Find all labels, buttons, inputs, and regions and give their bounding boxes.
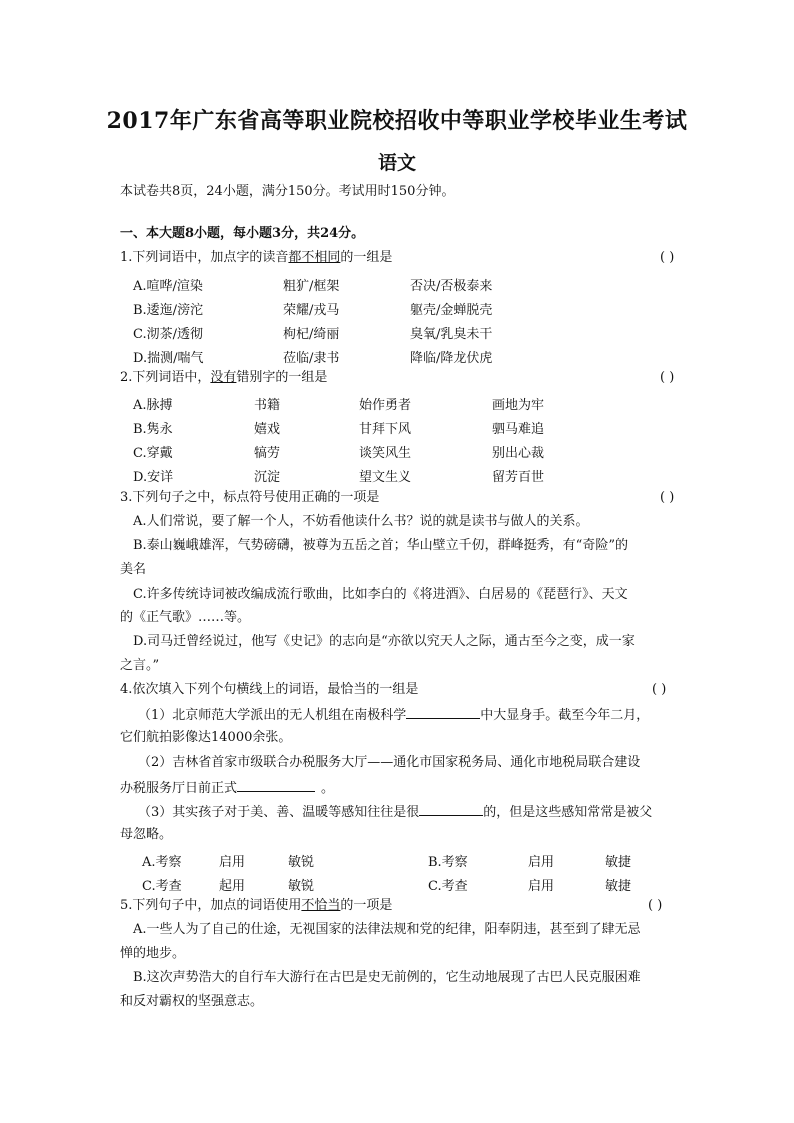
q1-option-d3: 降临/降龙伏虎 — [410, 351, 493, 366]
q5-stem-part: 的一项是 — [340, 898, 393, 913]
q3-option-b-line1: B.泰山巍峨雄浑，气势磅礴，被尊为五岳之首；华山壁立千仞，群峰挺秀，有“奇险”的 — [133, 538, 628, 553]
q4-s2-text: 办税服务厅日前正式 — [120, 781, 238, 796]
q3-option-d-line1: D.司马迁曾经说过，他写《史记》的志向是“亦欲以究天人之际，通古至今之变，成一家 — [133, 634, 635, 649]
answer-paren: ( ) — [660, 370, 675, 385]
q4-sentence-2-cont — [120, 779, 334, 797]
q1-option-a1: A.喧哗/渲染 — [133, 279, 203, 294]
q4-opt-d2: 启用 — [528, 879, 555, 894]
question-3-stem: 3.下列句子之中，标点符号使用正确的一项是 — [120, 490, 380, 505]
q1-option-c2: 枸杞/绮丽 — [283, 327, 340, 342]
q2-stem-part: 2.下列词语中， — [120, 370, 211, 385]
q4-sentence-1-cont: 它们航拍影像达14000余张。 — [120, 730, 292, 745]
q4-opt-d1: C.考查 — [428, 879, 468, 894]
answer-paren: ( ) — [660, 490, 675, 505]
q2-option-a1: A.脉搏 — [133, 398, 173, 413]
q2-option-b1: B.隽永 — [133, 422, 173, 437]
q2-option-b3: 甘拜下风 — [359, 422, 412, 437]
q4-sentence-3 — [138, 803, 652, 821]
question-2-stem — [120, 370, 327, 386]
q1-option-a3: 否决/否极泰来 — [410, 279, 493, 294]
question-5-stem — [120, 898, 392, 914]
q4-opt-b1: B.考察 — [428, 855, 468, 870]
q1-option-c1: C.沏茶/透彻 — [133, 327, 203, 342]
q4-opt-b2: 启用 — [528, 855, 555, 870]
answer-paren: ( ) — [660, 250, 675, 265]
q5-option-a-line2: 惮的地步。 — [120, 946, 186, 961]
q5-option-b-line1: B.这次声势浩大的自行车大游行在古巴是史无前例的，它生动地展现了古巴人民克服困难 — [133, 970, 641, 985]
question-4-stem: 4.依次填入下列个句横线上的词语，最恰当的一组是 — [120, 682, 419, 697]
q4-opt-c2: 起用 — [219, 879, 246, 894]
q2-option-b4: 驷马难追 — [492, 422, 545, 437]
q2-option-c3: 谈笑风生 — [359, 446, 412, 461]
q3-option-c-line1: C.许多传统诗词被改编成流行歌曲，比如李白的《将进酒》、白居易的《琵琶行》、天文 — [133, 587, 628, 602]
q2-option-d2: 沉淀 — [254, 470, 281, 485]
answer-paren: ( ) — [652, 682, 667, 697]
q1-stem-part: 1.下列词语中，加点字的读音 — [120, 250, 289, 265]
q1-option-a2: 粗犷/框架 — [283, 279, 340, 294]
q3-option-c-line2: 的《正气歌》……等。 — [120, 610, 251, 625]
q3-option-a: A.人们常说，要了解一个人，不妨看他读什么书？说的就是读书与做人的关系。 — [133, 514, 589, 529]
q4-s1-text: 中大显身手。截至今年二月， — [480, 708, 650, 723]
q4-s1-text: （1）北京师范大学派出的无人机组在南极科学 — [138, 708, 407, 723]
q1-option-d1: D.揣测/喘气 — [133, 351, 204, 366]
q4-opt-b3: 敏捷 — [605, 855, 632, 870]
q5-option-b-line2: 和反对霸权的坚强意志。 — [120, 994, 264, 1009]
fill-blank — [419, 803, 483, 816]
q3-option-d-line2: 之言。” — [120, 658, 160, 673]
q2-option-c2: 犒劳 — [254, 446, 281, 461]
q1-option-b3: 躯壳/金蝉脱壳 — [410, 303, 493, 318]
q2-option-d4: 留芳百世 — [492, 470, 545, 485]
page-title: 2017年广东省高等职业院校招收中等职业学校毕业生考试 — [106, 108, 688, 134]
q4-opt-a1: A.考察 — [142, 855, 182, 870]
q4-s3-text: 的，但是这些感知常常是被父 — [483, 805, 653, 820]
subject-title: 语文 — [377, 152, 416, 174]
answer-paren: ( ) — [648, 898, 663, 913]
q5-stem-underlined: 不恰当 — [301, 898, 341, 913]
fill-blank — [237, 779, 315, 792]
q2-option-a3: 始作勇者 — [359, 398, 412, 413]
fill-blank — [406, 706, 480, 719]
q1-option-c3: 臭氧/乳臭未干 — [410, 327, 493, 342]
q2-option-b2: 嬉戏 — [254, 422, 281, 437]
q4-s3-text: （3）其实孩子对于美、善、温暖等感知往往是很 — [138, 805, 420, 820]
q5-option-a-line1: A.一些人为了自己的仕途，无视国家的法律法规和党的纪律，阳奉阴违，甚至到了肆无忌 — [133, 922, 641, 937]
q5-stem-part: 5.下列句子中，加点的词语使用 — [120, 898, 302, 913]
q2-stem-underlined: 没有 — [210, 370, 237, 385]
q2-option-c1: C.穿戴 — [133, 446, 173, 461]
q2-stem-part: 错别字的一组是 — [236, 370, 328, 385]
q1-option-d2: 莅临/隶书 — [283, 351, 340, 366]
q1-option-b1: B.逶迤/滂沱 — [133, 303, 204, 318]
q2-option-c4: 别出心裁 — [492, 446, 545, 461]
section-heading: 一、本大题8小题，每小题3分，共24分。 — [120, 226, 365, 241]
q4-opt-c1: C.考查 — [142, 879, 182, 894]
exam-intro: 本试卷共8页，24小题，满分150分。考试用时150分钟。 — [120, 184, 455, 199]
q4-sentence-1 — [138, 706, 649, 724]
q4-sentence-2: （2）吉林省首家市级联合办税服务大厅——通化市国家税务局、通化市地税局联合建设 — [138, 755, 641, 770]
q1-stem-part: 的一组是 — [340, 250, 393, 265]
q1-stem-underlined: 都不相同 — [288, 250, 341, 265]
q3-option-b-line2: 美名 — [120, 562, 147, 577]
question-1-stem — [120, 250, 392, 266]
q2-option-a2: 书籍 — [254, 398, 281, 413]
q1-option-b2: 荣耀/戎马 — [283, 303, 340, 318]
q4-sentence-3-cont: 母忽略。 — [120, 827, 173, 842]
q4-opt-d3: 敏捷 — [605, 879, 632, 894]
q4-opt-c3: 敏锐 — [288, 879, 315, 894]
q4-s2-text: 。 — [321, 781, 335, 796]
q4-opt-a2: 启用 — [219, 855, 246, 870]
q2-option-a4: 画地为牢 — [492, 398, 545, 413]
q2-option-d3: 望文生义 — [359, 470, 412, 485]
q4-opt-a3: 敏锐 — [288, 855, 315, 870]
q2-option-d1: D.安详 — [133, 470, 174, 485]
